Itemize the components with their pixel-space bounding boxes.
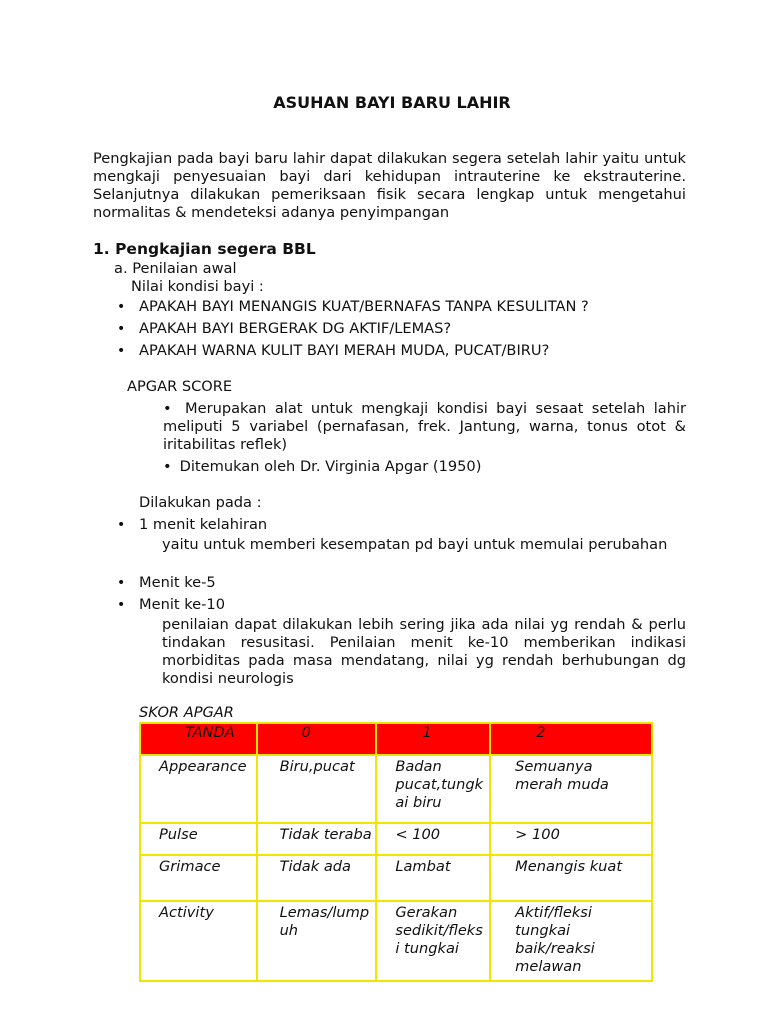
table-cell: Lemas/lump uh	[257, 901, 377, 981]
question-item: • APAKAH BAYI MENANGIS KUAT/BERNAFAS TANPA KESULITAN ?	[139, 298, 589, 316]
table-caption: SKOR APGAR	[139, 704, 234, 721]
table-cell: Badan pucat,tungk ai biru	[376, 755, 490, 823]
intro-paragraph: Pengkajian pada bayi baru lahir dapat dilakukan segera setelah lahir yaitu untuk mengkaji penyesuaian bayi dari kehidupan intrauterine ke ekstrauterine. Selanjutnya dilakukan pemeriksaan fisik secara lengkap untuk mengetahui normalitas & mendeteksi adanya penyimpangan	[93, 150, 686, 221]
apgar-score-table	[139, 722, 653, 982]
apgar-heading: APGAR SCORE	[127, 378, 233, 395]
table-cell: Lambat	[376, 855, 490, 901]
timing-item-desc: penilaian dapat dilakukan lebih sering jika ada nilai yg rendah & perlu tindakan resusitasi. Penilaian menit ke-10 memberikan indikasi morbiditas pada masa mendatang, nilai yg rendah berhubungan dg kondisi neurologis	[162, 616, 686, 687]
table-header-cell: 2	[490, 723, 652, 755]
table-cell: Pulse	[140, 823, 257, 855]
table-row	[140, 901, 652, 981]
page-title: ASUHAN BAYI BARU LAHIR	[273, 93, 511, 112]
question-item: • APAKAH BAYI BERGERAK DG AKTIF/LEMAS?	[139, 320, 451, 338]
table-cell: Semuanya merah muda	[490, 755, 652, 823]
question-item: • APAKAH WARNA KULIT BAYI MERAH MUDA, PUCAT/BIRU?	[139, 342, 549, 360]
timing-item: • 1 menit kelahiran	[139, 516, 267, 534]
timing-item-desc: yaitu untuk memberi kesempatan pd bayi untuk memulai perubahan	[162, 536, 668, 553]
table-cell: > 100	[490, 823, 652, 855]
table-cell: Aktif/fleksi tungkai baik/reaksi melawan	[490, 901, 652, 981]
table-cell: Tidak teraba	[257, 823, 377, 855]
sub-heading-penilaian: a. Penilaian awal	[114, 260, 237, 277]
table-row	[140, 855, 652, 901]
table-cell: Gerakan sedikit/fleks i tungkai	[376, 901, 490, 981]
section-heading: 1. Pengkajian segera BBL	[93, 240, 316, 258]
table-header-cell: 0	[257, 723, 377, 755]
timing-item: • Menit ke-5	[139, 574, 216, 592]
kondisi-label: Nilai kondisi bayi :	[131, 278, 264, 295]
table-header-row	[140, 723, 652, 755]
apgar-point-1	[163, 400, 686, 454]
table-header-cell: TANDA	[140, 723, 257, 755]
timing-item: • Menit ke-10	[139, 596, 225, 614]
apgar-point-2	[163, 458, 481, 476]
dilakukan-label: Dilakukan pada :	[139, 494, 262, 511]
table-header-cell: 1	[376, 723, 490, 755]
table-cell: Grimace	[140, 855, 257, 901]
table-cell: Activity	[140, 901, 257, 981]
table-cell: Appearance	[140, 755, 257, 823]
table-cell: Tidak ada	[257, 855, 377, 901]
bullet-dot: •	[163, 400, 172, 417]
table-row	[140, 823, 652, 855]
bullet-dot: •	[163, 458, 172, 475]
table-row	[140, 755, 652, 823]
table-cell: < 100	[376, 823, 490, 855]
apgar-point-2-text: Ditemukan oleh Dr. Virginia Apgar (1950)	[179, 458, 482, 475]
table-cell: Menangis kuat	[490, 855, 652, 901]
apgar-point-1-text: Merupakan alat untuk mengkaji kondisi bayi sesaat setelah lahir meliputi 5 variabel (pernafasan, frek. Jantung, warna, tonus otot & iritabilitas reflek)	[163, 400, 686, 453]
table-cell: Biru,pucat	[257, 755, 377, 823]
